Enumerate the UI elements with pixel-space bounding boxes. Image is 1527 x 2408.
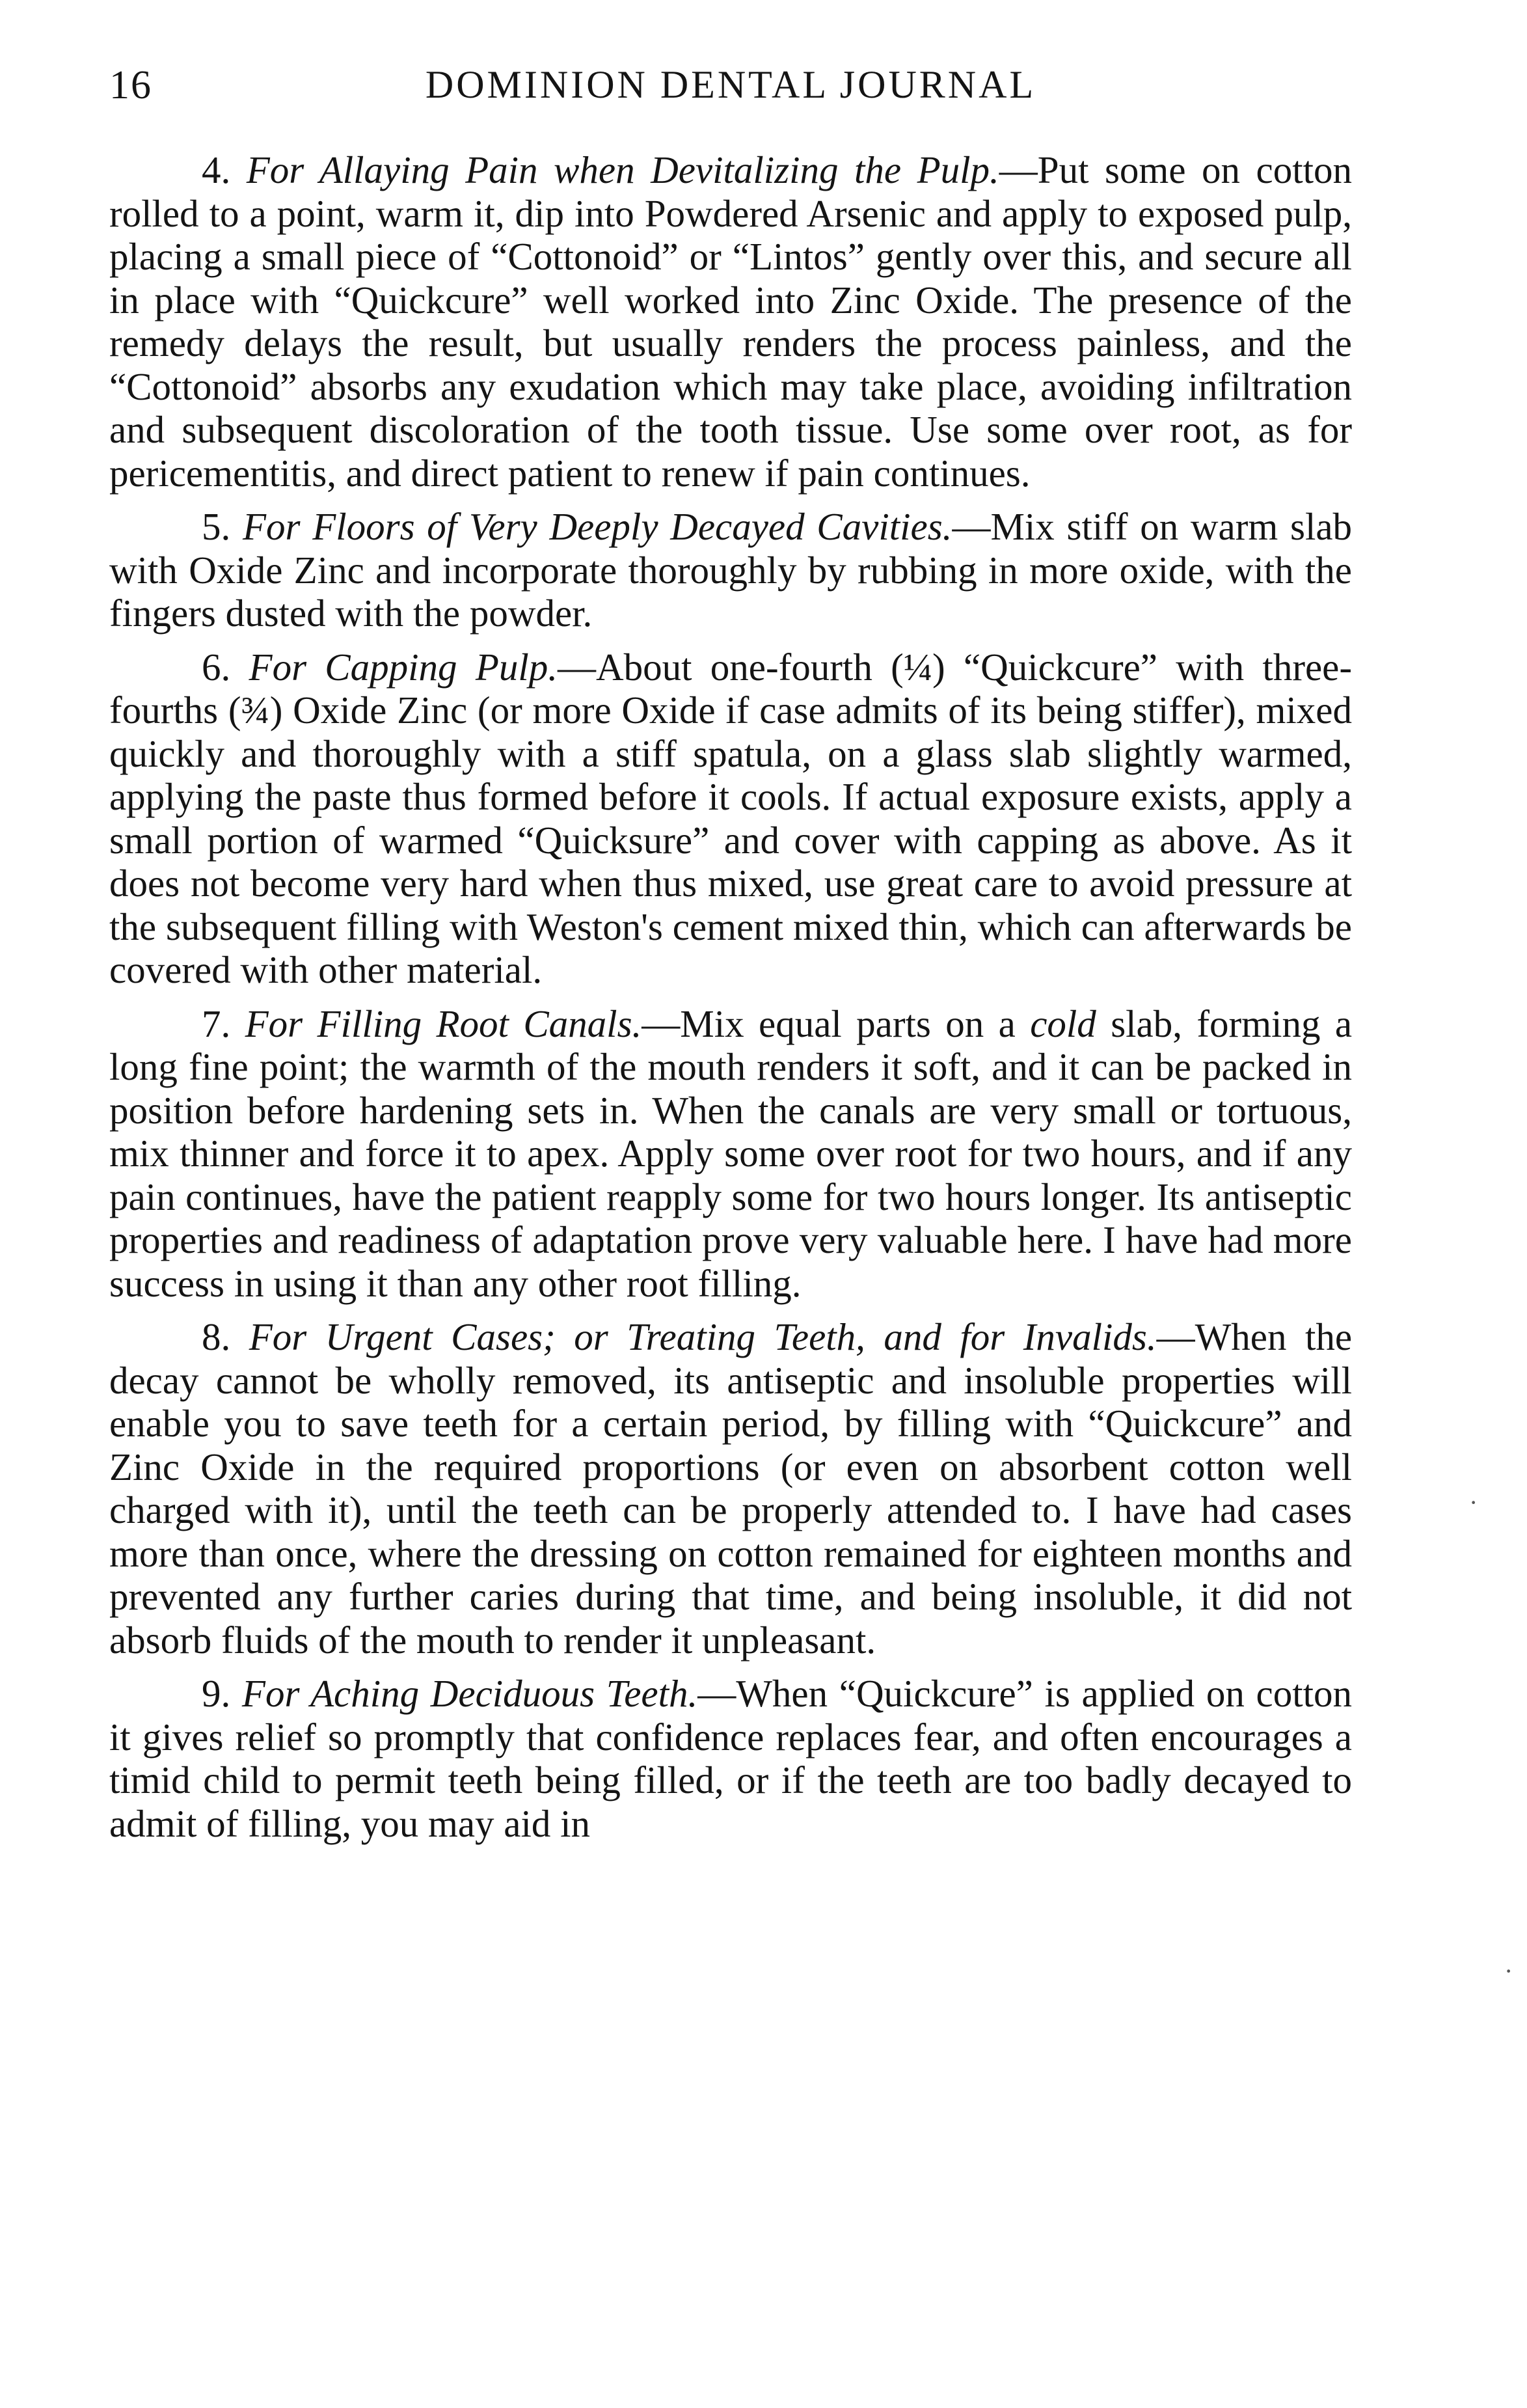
paragraph-heading: For Floors of Very Deeply Decayed Cavities. [242,505,953,548]
paragraph-text: —When the decay cannot be wholly removed, its antiseptic and insoluble properties will enable you to save teeth for a certain period, by filling with “Quickcure” and Zinc Oxide in the required proportions (or even on absorbent cotton well charged with it), until the teeth can be properly attended to. I have had cases more than once, where the dressing on cotton remained for eighteen months and prevented any further caries during that time, and being insoluble, it did not absorb fluids of the mouth to render it unpleasant. [109,1315,1353,1662]
paragraph-text: —About one-fourth (¼) “Quickcure” with three-fourths (¾) Oxide Zinc (or more Oxide if case admits of its being stiffer), mixed quickly and thoroughly with a stiff spatula, on a glass slab slightly warmed, applying the paste thus formed before it cools. If actual exposure exists, apply a small portion of warmed “Quicksure” and cover with capping as above. As it does not become very hard when thus mixed, use great care to avoid pressure at the subsequent filling with Weston's cement mixed thin, which can afterwards be covered with other material. [109,645,1352,991]
article-body [109,148,1352,1855]
paragraph-7 [109,1002,1352,1306]
paragraph-heading: For Allaying Pain when Devitalizing the Pulp. [246,148,999,191]
paragraph-8 [109,1315,1352,1662]
paragraph-9 [109,1672,1352,1845]
paragraph-text: slab, forming a long fine point; the warmth of the mouth renders it soft, and it can be packed in position before hardening sets in. When the canals are very small or tortuous, mix thinner and force it to apex. Apply some over root for two hours, and if any pain continues, have the patient reapply some for two hours longer. Its antiseptic properties and readiness of adaptation prove very valuable here. I have had more success in using it than any other root filling. [109,1002,1353,1305]
paragraph-text: —When “Quickcure” is applied on cotton it gives relief so promptly that confidence replaces fear, and often encourages a timid child to permit teeth being filled, or if the teeth are too badly decayed to admit of filling, you may aid in [109,1672,1352,1845]
paragraph-heading: For Capping Pulp. [249,645,558,689]
paragraph-6 [109,646,1352,992]
margin-speck: · [1469,1488,1478,1517]
paragraph-text: —Put some on cotton rolled to a point, warm it, dip into Powdered Arsenic and apply to exposed pulp, placing a small piece of “Cottonoid” or “Lintos” gently over this, and secure all in place with “Quickcure” well worked into Zinc Oxide. The presence of the remedy delays the result, but usually renders the process painless, and the “Cottonoid” absorbs any exudation which may take place, avoiding infiltration and subsequent discoloration of the tooth tissue. Use some over root, as for pericementitis, and direct patient to renew if pain continues. [109,148,1352,495]
paragraph-number: 8. [202,1315,231,1358]
paragraph-heading: For Aching Deciduous Teeth. [241,1672,698,1715]
running-title: DOMINION DENTAL JOURNAL [425,63,1036,106]
emphasis-word: cold [1030,1002,1096,1045]
paragraph-text: —Mix stiff on warm slab with Oxide Zinc and incorporate thoroughly by rubbing in more oxide, with the fingers dusted with the powder. [109,505,1353,635]
paragraph-text-lead: —Mix equal parts on a [642,1002,1031,1045]
paragraph-heading: For Filling Root Canals. [245,1002,642,1045]
page-number: 16 [109,63,152,107]
page-header [109,62,1352,121]
paragraph-number: 7. [202,1002,231,1045]
margin-speck: · [1504,1956,1513,1986]
paragraph-heading: For Urgent Cases; or Treating Teeth, and for Invalids. [249,1315,1157,1358]
paragraph-number: 6. [202,645,231,689]
paragraph-5 [109,505,1352,635]
paragraph-number: 5. [202,505,231,548]
paragraph-number: 9. [202,1672,231,1715]
paragraph-4 [109,148,1352,495]
paragraph-number: 4. [202,148,231,191]
